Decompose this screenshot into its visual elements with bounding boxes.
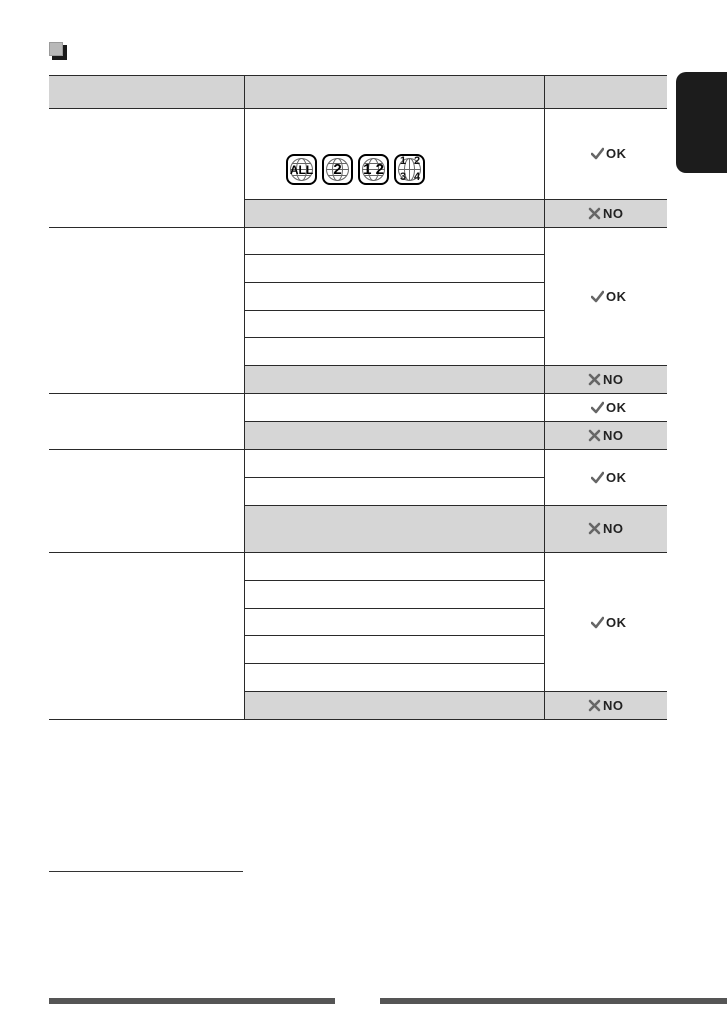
column-divider — [244, 75, 245, 720]
ok-mark — [591, 289, 627, 304]
no-mark — [588, 521, 624, 536]
region-all-icon — [286, 154, 317, 185]
ok-label: OK — [606, 400, 627, 415]
table-rule — [244, 691, 667, 692]
ok-mark — [591, 615, 627, 630]
region-2-icon — [322, 154, 353, 185]
checkmark-icon — [591, 401, 604, 414]
ok-label: OK — [606, 470, 627, 485]
table-rule — [244, 477, 544, 478]
checkmark-icon — [591, 616, 604, 629]
checkmark-icon — [591, 471, 604, 484]
cross-icon — [588, 373, 601, 386]
ok-label: OK — [606, 146, 627, 161]
table-rule — [244, 310, 544, 311]
cross-icon — [588, 429, 601, 442]
table-rule — [244, 337, 544, 338]
table-header — [49, 75, 667, 108]
cross-icon — [588, 207, 601, 220]
footer-bar — [49, 998, 335, 1004]
table-rule — [244, 580, 544, 581]
table-rule — [244, 608, 544, 609]
cross-icon — [588, 522, 601, 535]
ok-mark — [591, 470, 627, 485]
no-label: NO — [603, 698, 624, 713]
ok-label: OK — [606, 289, 627, 304]
quadrant-3: 3 — [399, 170, 407, 183]
ok-mark — [591, 146, 627, 161]
no-label: NO — [603, 372, 624, 387]
cross-icon — [588, 699, 601, 712]
table-rule — [49, 719, 667, 720]
ok-mark — [591, 400, 627, 415]
region-all-label: ALL — [289, 162, 314, 177]
table-rule — [244, 421, 667, 422]
table-rule — [49, 393, 667, 394]
quadrant-2: 2 — [413, 155, 421, 168]
table-rule — [49, 227, 667, 228]
no-label: NO — [603, 521, 624, 536]
checkmark-icon — [591, 290, 604, 303]
region-1-2-3-4-icon — [394, 154, 425, 185]
footer-bar — [380, 998, 727, 1004]
table-rule — [49, 75, 667, 76]
table-rule — [244, 365, 667, 366]
region-code-icons — [286, 154, 425, 188]
footnote-divider — [49, 871, 243, 872]
table-rule — [49, 552, 667, 553]
table-rule — [49, 449, 667, 450]
region-quadrant-labels — [396, 154, 424, 185]
quadrant-1: 1 — [399, 155, 407, 168]
table-rule — [244, 282, 544, 283]
no-label: NO — [603, 206, 624, 221]
no-mark — [588, 428, 624, 443]
ok-label: OK — [606, 615, 627, 630]
no-mark — [588, 698, 624, 713]
table-rule — [244, 199, 667, 200]
table-rule — [49, 108, 667, 109]
quadrant-4: 4 — [413, 170, 421, 183]
table-rule — [244, 254, 544, 255]
checkmark-icon — [591, 147, 604, 160]
region-2-label: 2 — [333, 161, 342, 178]
region-1-2-label: 1 2 — [363, 161, 384, 178]
no-mark — [588, 206, 624, 221]
no-label: NO — [603, 428, 624, 443]
table-rule — [244, 505, 667, 506]
region-1-2-icon — [358, 154, 389, 185]
table-rule — [244, 663, 544, 664]
no-mark — [588, 372, 624, 387]
table-rule — [244, 635, 544, 636]
column-divider — [544, 75, 545, 720]
